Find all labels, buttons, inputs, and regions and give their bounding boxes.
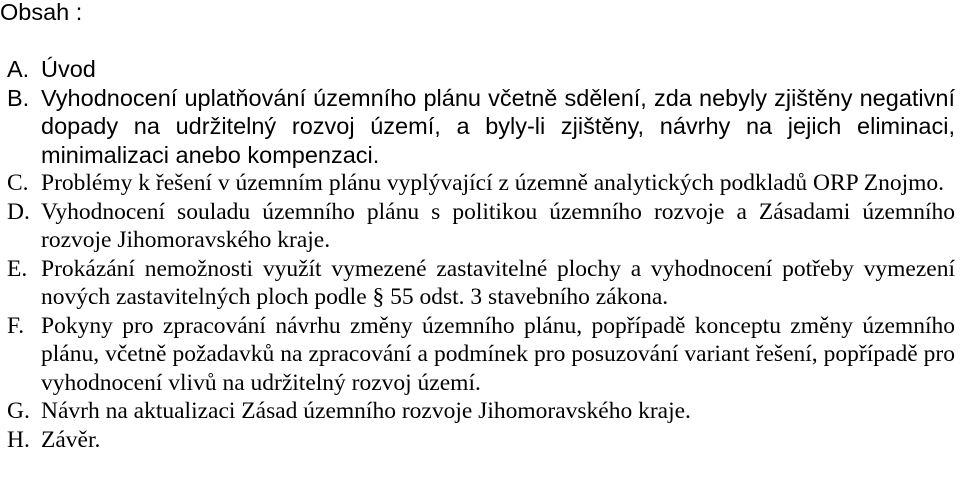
toc-item-text: Problémy k řešení v územním plánu vyplývající z územně analytických podkladů ORP Znojmo. — [41, 170, 945, 196]
toc-item-marker: A. — [7, 56, 30, 82]
toc-item-text: Vyhodnocení souladu územního plánu s politikou územního rozvoje a Zásadami územního rozvoje Jihomoravského kraje. — [41, 198, 955, 253]
toc-item-marker: E. — [7, 255, 28, 282]
toc-item-text: Návrh na aktualizaci Zásad územního rozvoje Jihomoravského kraje. — [41, 398, 691, 424]
toc-list — [7, 55, 955, 454]
toc-item-d — [7, 198, 955, 255]
toc-item-f — [7, 312, 955, 398]
toc-item-marker: C. — [7, 170, 29, 196]
toc-heading: Obsah : — [0, 0, 83, 25]
toc-item-text: Úvod — [41, 56, 96, 82]
toc-item-marker: H. — [7, 426, 30, 453]
toc-item-marker: G. — [7, 398, 30, 424]
toc-item-h — [7, 426, 955, 455]
toc-item-text: Prokázání nemožnosti využít vymezené zastavitelné plochy a vyhodnocení potřeby vymezení nových zastavitelných ploch podle § 55 odst. 3 stavebního zákona. — [41, 255, 955, 310]
toc-item-text: Vyhodnocení uplatňování územního plánu včetně sdělení, zda nebyly zjištěny negativní dopady na udržitelný rozvoj území, a byly-li zjištěny, návrhy na jejich eliminaci, minimalizaci anebo kompenzaci. — [41, 84, 955, 168]
toc-item-b — [7, 84, 955, 170]
toc-item-e — [7, 255, 955, 312]
toc-item-text: Pokyny pro zpracování návrhu změny územního plánu, popřípadě konceptu změny územního plánu, včetně požadavků na zpracování a podmínek pro posuzování variant řešení, popřípadě pro vyhodnocení vlivů na udržitelný rozvoj území. — [41, 312, 955, 396]
toc-item-marker: D. — [7, 198, 30, 225]
toc-item-marker: B. — [7, 84, 30, 111]
toc-item-g — [7, 397, 955, 426]
toc-item-marker: F. — [7, 312, 25, 339]
toc-item-c — [7, 169, 955, 198]
toc-item-text: Závěr. — [41, 426, 101, 453]
toc-item-a — [7, 55, 955, 84]
